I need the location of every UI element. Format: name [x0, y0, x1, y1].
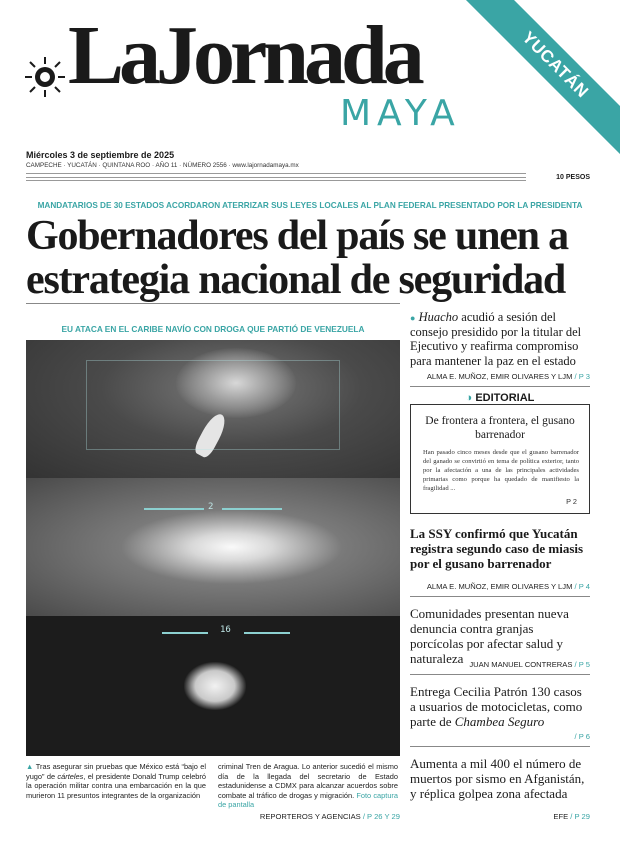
byline-name: JUAN MANUEL CONTRERAS: [469, 660, 573, 669]
photo-story-byline: [260, 812, 400, 821]
issue-info: CAMPECHE · YUCATÁN · QUINTANA ROO · AÑO 11 · NÚMERO 2556 · www.lajornadamaya.mx: [26, 162, 299, 169]
price-label: 10 PESOS: [552, 174, 590, 181]
fire-blob: [184, 662, 246, 710]
issue-date: Miércoles 3 de septiembre de 2025: [26, 150, 175, 160]
hud-number: 16: [220, 625, 231, 635]
main-headline[interactable]: Gobernadores del país se unen a estrategia nacional de seguridad: [26, 213, 568, 303]
column-divider: [410, 746, 590, 747]
masthead-rule: [26, 173, 526, 181]
column-divider: [410, 386, 590, 387]
byline-name: REPORTEROS Y AGENCIAS: [259, 812, 361, 821]
lead-text: acudió a sesión del consejo presidido por la titular del Ejecutivo y reafirma compromiso para mantener la paz en el estado: [410, 310, 582, 368]
main-kicker: MANDATARIOS DE 30 ESTADOS ACORDARON ATERRIZAR SUS LEYES LOCALES AL PLAN FEDERAL PRESENTADO POR LA PRESIDENTA: [37, 201, 583, 210]
caption-text: Tras asegurar sin pruebas que México está “bajo el yugo” de: [26, 762, 206, 781]
hud-line: [222, 508, 282, 510]
bullet-icon: ●: [410, 313, 416, 323]
byline-name: ALMA E. MUÑOZ, EMIR OLIVARES Y LJM: [426, 372, 573, 381]
photo-kicker: EU ATACA EN EL CARIBE NAVÍO CON DROGA QUE PARTIÓ DE VENEZUELA: [61, 324, 365, 334]
story-3-title-italic: Chambea Seguro: [454, 714, 545, 729]
editorial-box[interactable]: [410, 404, 590, 514]
story-3-title-text: Entrega Cecilia Patrón 130 casos a usuarios de motocicletas, como parte de: [410, 684, 583, 729]
editorial-label-text: EDITORIAL: [475, 392, 535, 404]
photo-panel-boat: [26, 340, 400, 478]
photo-credit: Foto captura de pantalla: [218, 790, 398, 810]
editorial-label: [410, 392, 590, 404]
story-1-byline: [427, 582, 590, 591]
main-lead: [410, 310, 590, 368]
sun-small-icon: ◑: [465, 392, 473, 404]
editorial-title: De frontera a frontera, el gusano barrenador: [425, 415, 575, 441]
byline-page[interactable]: / P 5: [572, 660, 590, 669]
photo-panel-explosion: [26, 478, 400, 616]
byline-page[interactable]: / P 29: [568, 812, 590, 821]
hud-reticle: [86, 360, 340, 450]
photo-caption-left: [26, 762, 206, 800]
masthead-brand: LaJornada: [68, 9, 420, 102]
masthead-edition: MAYA: [340, 93, 461, 134]
caption-text: , el presidente Donald Trump celebró la operación militar contra una embarcación en la que murieron 11 presuntos integrantes de la organización: [26, 771, 206, 800]
headline-divider: [26, 303, 400, 304]
edition-ribbon: YUCATÁN: [455, 0, 620, 165]
photo-caption-right: [218, 762, 398, 810]
story-3-byline: [575, 732, 590, 741]
byline-page[interactable]: / P 26 Y 29: [360, 812, 400, 821]
byline-page[interactable]: / P 6: [574, 732, 590, 741]
hud-line: [144, 508, 204, 510]
column-divider: [410, 674, 590, 675]
caption-italic: cárteles: [57, 771, 84, 781]
byline-name: EFE: [553, 812, 569, 821]
lead-italic: Huacho: [418, 310, 459, 324]
hud-line: [244, 632, 290, 634]
news-photo[interactable]: [26, 340, 400, 756]
photo-panel-fire: [26, 616, 400, 756]
story-4-title[interactable]: Aumenta a mil 400 el número de muertos por sismo en Afganistán, y réplica golpea zona afectada: [410, 756, 585, 801]
hud-line: [162, 632, 208, 634]
caption-text: criminal Tren de Aragua. Lo anterior sucedió el mismo día de la llegada del secretario de Estado estadunidense a CDMX para alcanzar acuerdos sobre combate al tráfico de drogas y migración.: [218, 762, 398, 800]
byline-name: ALMA E. MUÑOZ, EMIR OLIVARES Y LJM: [426, 582, 573, 591]
story-3-title[interactable]: [410, 684, 590, 729]
main-byline: [427, 372, 590, 381]
story-4-byline: [553, 812, 590, 821]
story-1-title[interactable]: La SSY confirmó que Yucatán registra segundo caso de miasis por el gusano barrenador: [410, 526, 584, 571]
hud-number-mid: 2: [208, 502, 214, 512]
caption-marker-icon: ▲: [26, 762, 34, 771]
column-divider: [410, 596, 590, 597]
byline-page[interactable]: / P 4: [572, 582, 590, 591]
byline-page[interactable]: / P 3: [572, 372, 590, 381]
story-2-byline: [469, 660, 590, 669]
editorial-body: Han pasado cinco meses desde que el gusano barrenador del ganado se convirtió en tema de política exterior, tanto por la afectación a una de las principales actividades primarias como porque ha quedado de manifiesto la fragilidad ...: [423, 449, 579, 492]
editorial-page[interactable]: P 2: [566, 497, 577, 506]
story-2-title[interactable]: Comunidades presentan nueva denuncia contra granjas porcícolas por afectar salud y naturaleza: [410, 606, 569, 666]
sun-logo-icon: [24, 56, 66, 98]
